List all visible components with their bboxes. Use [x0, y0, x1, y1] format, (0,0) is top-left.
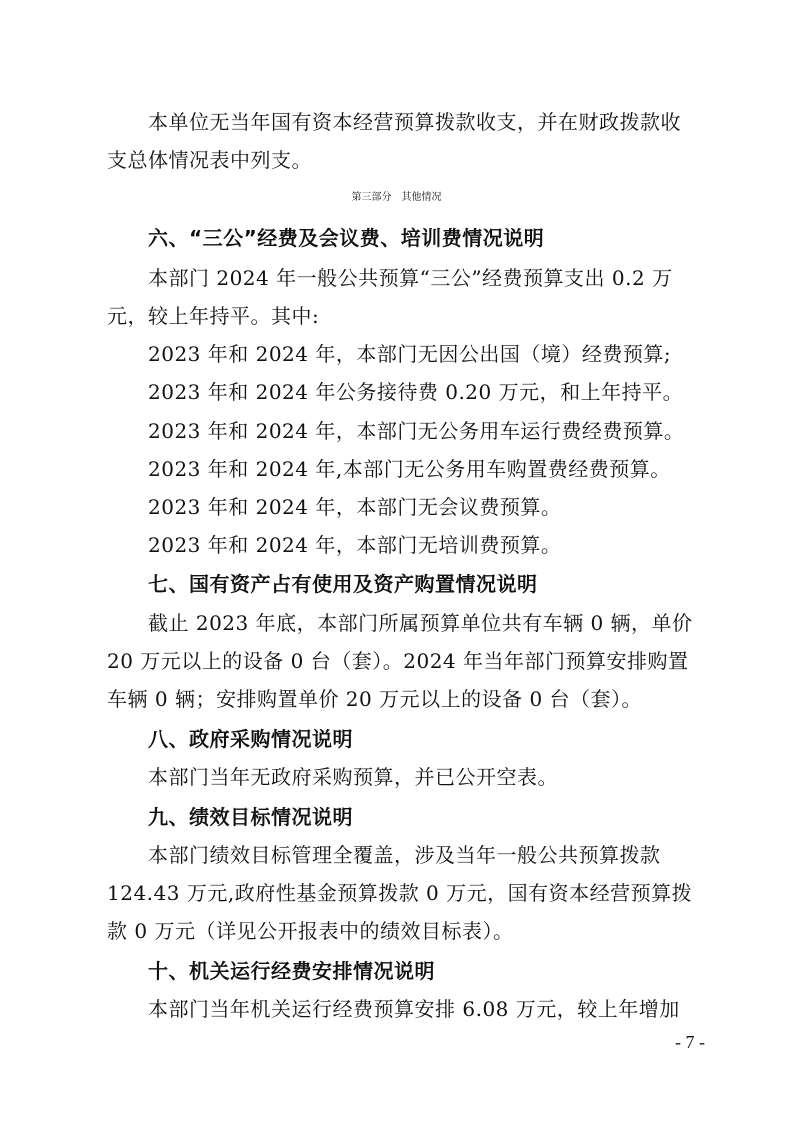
list-item: 2023 年和 2024 年,本部门无公务用车购置费经费预算。 — [148, 457, 671, 481]
section-heading-6: 六、“三公”经费及会议费、培训费情况说明 — [148, 226, 545, 250]
paragraph-line: 款 0 万元（详见公开报表中的绩效目标表）。 — [107, 919, 514, 943]
paragraph-line: 元，较上年持平。其中: — [107, 304, 320, 328]
paragraph-line: 20 万元以上的设备 0 台（套）。2024 年当年部门预算安排购置 — [107, 649, 689, 673]
part-three-title: 第三部分 其他情况 — [351, 192, 442, 203]
paragraph-line: 本部门当年无政府采购预算，并已公开空表。 — [148, 765, 558, 789]
section-heading-7: 七、国有资产占有使用及资产购置情况说明 — [148, 572, 538, 596]
paragraph-line: 本单位无当年国有资本经营预算拨款收支，并在财政拨款收 — [148, 110, 681, 134]
section-heading-10: 十、机关运行经费安排情况说明 — [148, 959, 435, 983]
section-heading-9: 九、绩效目标情况说明 — [148, 805, 353, 829]
paragraph-line: 支总体情况表中列支。 — [107, 148, 312, 172]
list-item: 2023 年和 2024 年，本部门无因公出国（境）经费预算; — [148, 342, 672, 366]
list-item: 2023 年和 2024 年，本部门无培训费预算。 — [148, 533, 562, 557]
paragraph-line: 车辆 0 辆；安排购置单价 20 万元以上的设备 0 台（套）。 — [107, 687, 643, 711]
section-heading-8: 八、政府采购情况说明 — [148, 727, 353, 751]
paragraph-line: 截止 2023 年底，本部门所属预算单位共有车辆 0 辆，单价 — [148, 611, 693, 635]
list-item: 2023 年和 2024 年，本部门无公务用车运行费经费预算。 — [148, 419, 685, 443]
page-number: - 7 - — [675, 1032, 705, 1052]
paragraph-line: 本部门绩效目标管理全覆盖，涉及当年一般公共预算拨款 — [148, 843, 661, 867]
paragraph-line: 本部门 2024 年一般公共预算“三公”经费预算支出 0.2 万 — [148, 266, 673, 290]
list-item: 2023 年和 2024 年公务接待费 0.20 万元，和上年持平。 — [148, 380, 684, 404]
paragraph-line: 本部门当年机关运行经费预算安排 6.08 万元，较上年增加 — [148, 997, 680, 1021]
paragraph-line: 124.43 万元,政府性基金预算拨款 0 万元，国有资本经营预算拨 — [107, 881, 693, 905]
list-item: 2023 年和 2024 年，本部门无会议费预算。 — [148, 495, 562, 519]
